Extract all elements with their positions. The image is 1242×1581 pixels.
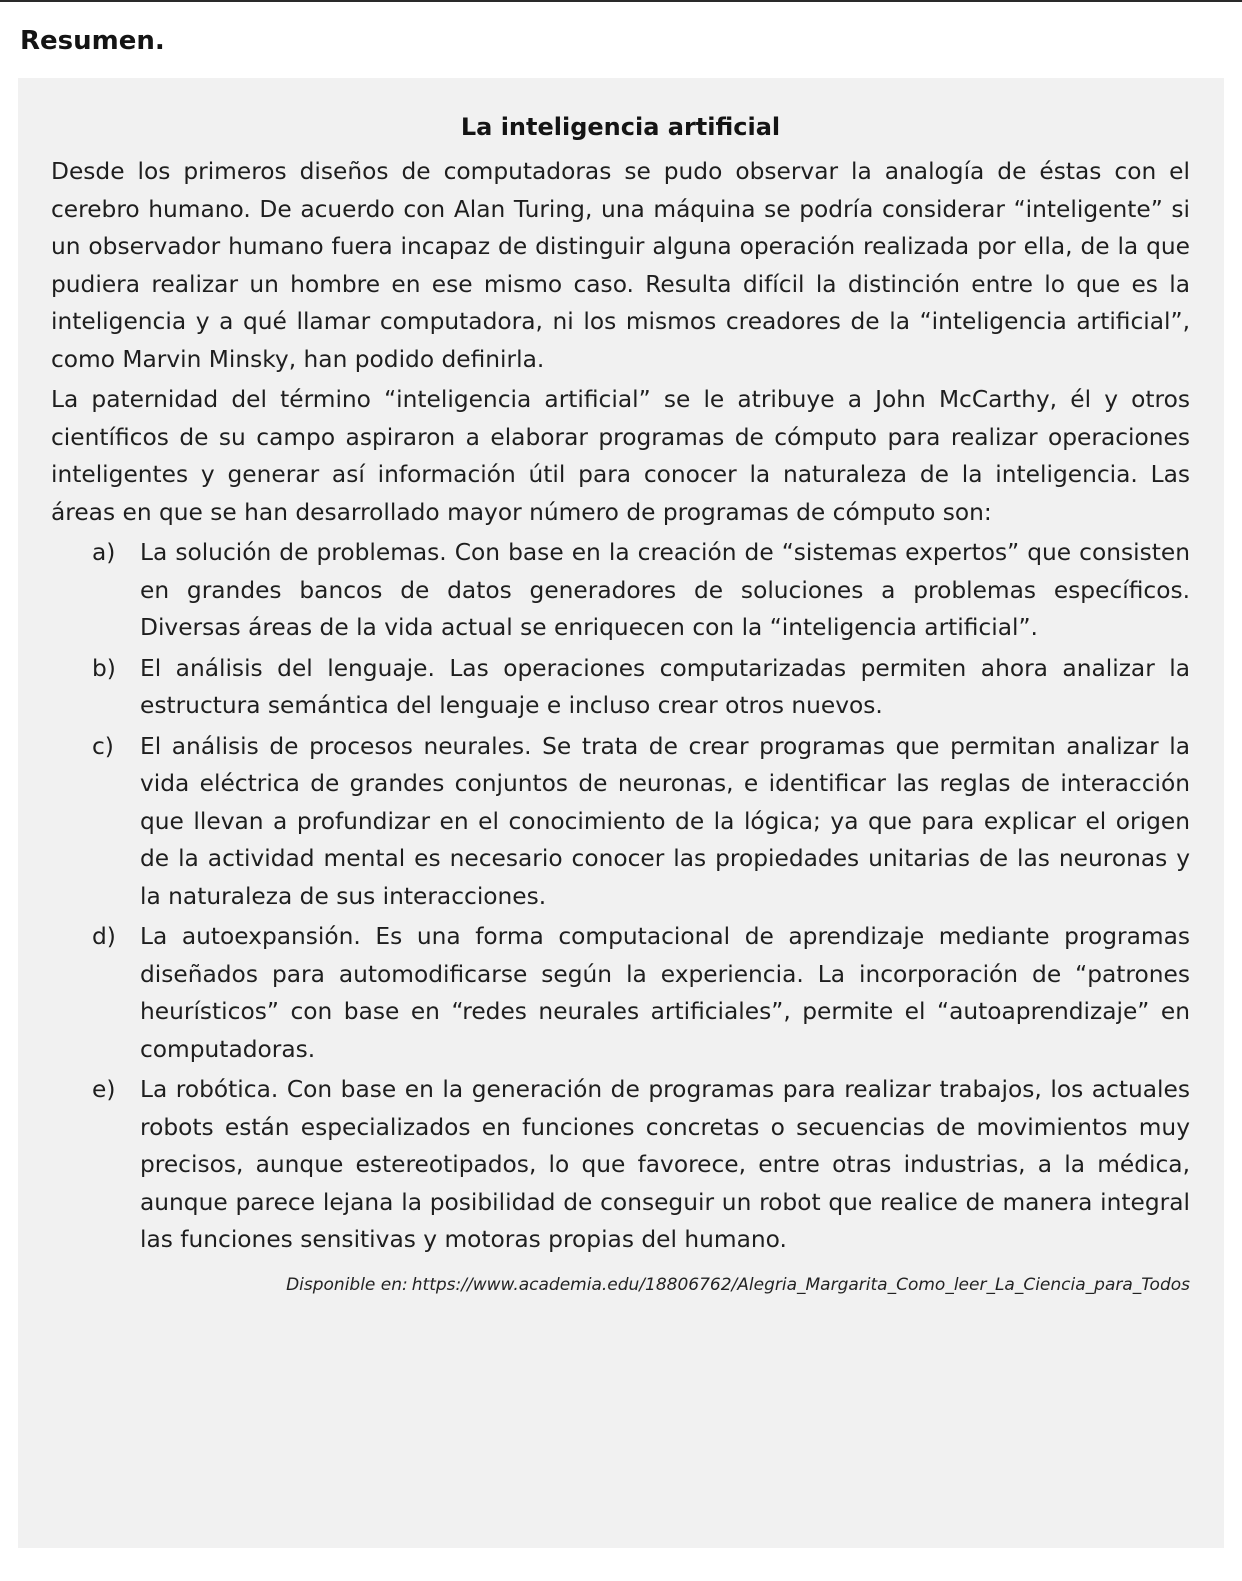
article-title: La inteligencia artificial (460, 113, 781, 141)
list-marker: b) (92, 654, 116, 682)
list-item-c (51, 728, 1190, 916)
list-item-text: La autoexpansión. Es una forma computacional de aprendizaje mediante programas diseñados para automodificarse según la experiencia. La incorporación de “patrones heurísticos” con base en “redes neurales artificiales”, permite el “autoaprendizaje” en computadoras. (140, 923, 1190, 1063)
list-item-text: La robótica. Con base en la generación de programas para realizar trabajos, los actuales robots están especializados en funciones concretas o secuencias de movimientos muy precisos, aunque estereotipados, lo que favorece, entre otras industrias, a la médica, aunque parece lejana la posibilidad de conseguir un robot que realice de manera integral las funciones sensitivas y motoras propias del humano. (140, 1076, 1190, 1253)
list-item-text: El análisis del lenguaje. Las operaciones computarizadas permiten ahora analizar la estructura semántica del lenguaje e incluso crear otros nuevos. (140, 654, 1190, 719)
list-item-e (51, 1071, 1190, 1259)
list-item-text: La solución de problemas. Con base en la creación de “sistemas expertos” que consisten en grandes bancos de datos generadores de soluciones a problemas específicos. Diversas áreas de la vida actual se enriquecen con la “inteligencia artificial”. (140, 539, 1190, 641)
section-heading: Resumen. (20, 26, 165, 56)
list-marker: c) (92, 732, 114, 760)
top-rule (0, 0, 1242, 2)
source-label: Disponible en: (286, 1274, 408, 1295)
summary-panel (18, 78, 1224, 1548)
source-link[interactable]: https://www.academia.edu/18806762/Alegria_Margarita_Como_leer_La_Ciencia_para_Todos (411, 1274, 1190, 1295)
list-item-text: El análisis de procesos neurales. Se trata de crear programas que permitan analizar la vida eléctrica de grandes conjuntos de neuronas, e identificar las reglas de interacción que llevan a profundizar en el conocimiento de la lógica; ya que para explicar el origen de la actividad mental es necesario conocer las propiedades unitarias de las neuronas y la naturaleza de sus interacciones. (140, 732, 1190, 910)
list-item-b (51, 650, 1190, 725)
list-marker: e) (92, 1076, 116, 1103)
paragraph-intro: Desde los primeros diseños de computadoras se pudo observar la analogía de éstas con el cerebro humano. De acuerdo con Alan Turing, una máquina se podría considerar “inteligente” si un observador humano fuera incapaz de distinguir alguna operación realizada por ella, de la que pudiera realizar un hombre en ese mismo caso. Resulta difícil la distinción entre lo que es la inteligencia y a qué llamar computadora, ni los mismos creadores de la “inteligencia artificial”, como Marvin Minsky, han podido definirla. (51, 158, 1190, 373)
list-item-a (51, 534, 1190, 647)
paragraph-areas: La paternidad del término “inteligencia artificial” se le atribuye a John McCarthy, él y otros científicos de su campo aspiraron a elaborar programas de cómputo para realizar operaciones inteligentes y generar así información útil para conocer la naturaleza de la inteligencia. Las áreas en que se han desarrollado mayor número de programas de cómputo son: (51, 386, 1190, 526)
source-citation (51, 1273, 1190, 1297)
list-marker: a) (92, 539, 116, 566)
areas-list (51, 534, 1190, 1259)
list-marker: d) (92, 923, 116, 950)
list-item-d (51, 918, 1190, 1068)
